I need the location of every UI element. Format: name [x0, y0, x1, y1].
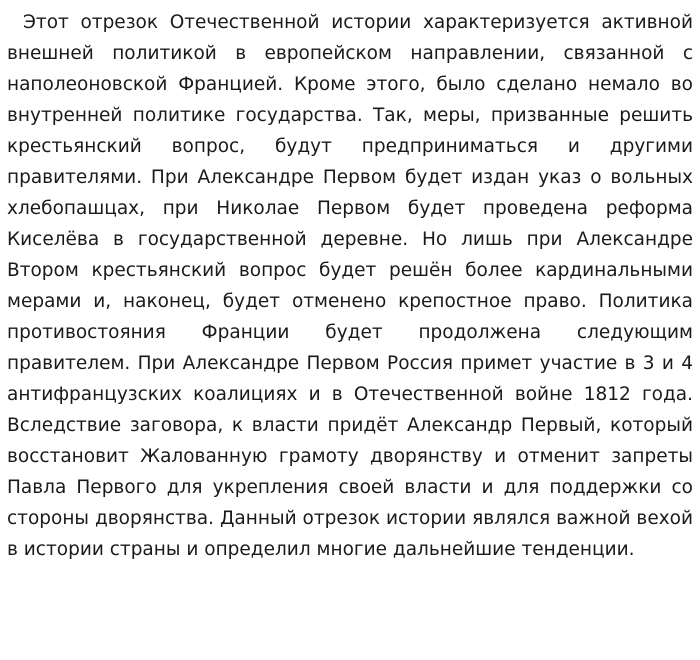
- paragraph: Этот отрезок Отечественной истории характеризуется активной внешней политикой в европейском направлении, связанной с наполеоновской Францией. Кроме этого, было сделано немало во внутренней политике государства. Так, меры, призванные решить крестьянский вопрос, будут предприниматься и другими правителями. При Александре Первом будет издан указ о вольных хлебопашцах, при Николае Первом будет проведена реформа Киселёва в государственной деревне. Но лишь при Александре Втором крестьянский вопрос будет решён более кардинальными мерами и, наконец, будет отменено крепостное право. Политика противостояния Франции будет продолжена следующим правителем. При Александре Первом Россия примет участие в 3 и 4 антифранцузских коалициях и в Отечественной войне 1812 года. Вследствие заговора, к власти придёт Александр Первый, который восстановит Жалованную грамоту дворянству и отменит запреты Павла Первого для укрепления своей власти и для поддержки со стороны дворянства. Данный отрезок истории являлся важной вехой в истории страны и определил многие дальнейшие тенденции.: [7, 12, 693, 560]
- document-body: [7, 7, 693, 565]
